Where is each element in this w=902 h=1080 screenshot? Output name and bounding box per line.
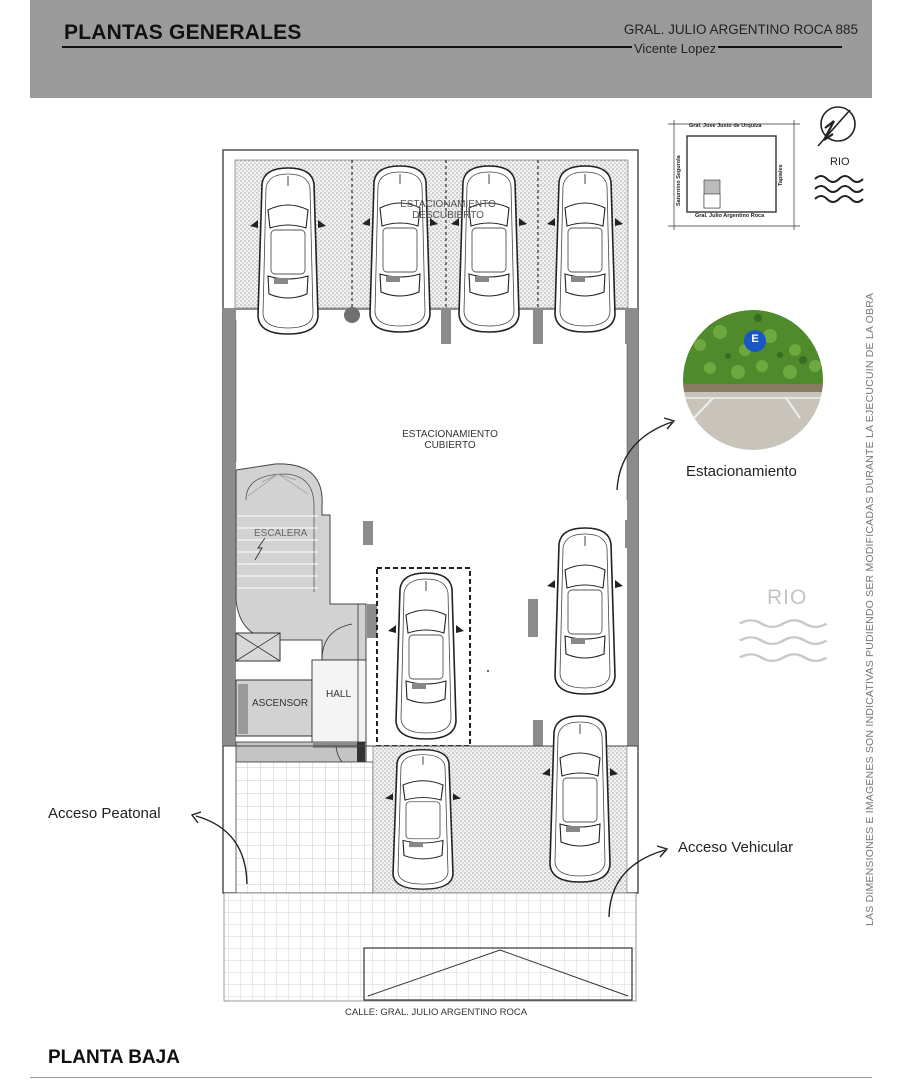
- car-7: [385, 750, 461, 889]
- street-label: CALLE: GRAL. JULIO ARGENTINO ROCA: [345, 1007, 528, 1018]
- page-title: PLANTAS GENERALES: [64, 21, 302, 44]
- hall-label: HALL: [326, 689, 352, 700]
- map-river-label: RIO: [830, 156, 850, 168]
- header-city: Vicente Lopez: [634, 41, 717, 56]
- river-waves-icon: [815, 176, 863, 202]
- river-waves-large-icon: [740, 620, 826, 661]
- north-arrow-icon: [818, 107, 855, 146]
- car-4: [547, 166, 623, 332]
- floor-title: PLANTA BAJA: [48, 1047, 180, 1068]
- uncovered-parking-label: ESTACIONAMIENTO DESCUBIERTO: [400, 199, 496, 221]
- car-6: [388, 573, 464, 739]
- parking-caption: Estacionamiento: [686, 463, 797, 480]
- car-8: [542, 716, 618, 882]
- stairs-label: ESCALERA: [254, 528, 308, 539]
- map-street-left: Saturnino Segurola: [676, 155, 682, 206]
- river-label: RIO: [767, 586, 808, 609]
- parking-sign-letter: E: [751, 333, 759, 345]
- parking-photo: [680, 300, 830, 460]
- car-1: [250, 168, 326, 334]
- elevator-label: ASCENSOR: [252, 698, 309, 709]
- vehicle-access-label: Acceso Vehicular: [678, 839, 794, 856]
- map-street-bottom: Gral. Julio Argentino Roca: [695, 213, 765, 219]
- map-street-top: Gral. Jose Justo de Urquiza: [689, 123, 762, 129]
- header-address: GRAL. JULIO ARGENTINO ROCA 885: [623, 22, 858, 37]
- car-2: [362, 166, 438, 332]
- covered-parking-label: ESTACIONAMIENTO CUBIERTO: [402, 429, 498, 451]
- car-5: [547, 528, 623, 694]
- disclaimer-note: LAS DIMENSIONES E IMAGENES SON INDICATIVAS PUDIENDO SER MODIFICADAS DURANTE LA EJECUCUIN DE LA OBRA: [864, 292, 876, 926]
- pedestrian-access-label: Acceso Peatonal: [48, 805, 161, 822]
- footer-divider: [30, 1077, 872, 1078]
- map-street-right: Tapiales: [778, 164, 784, 186]
- car-3: [451, 166, 527, 332]
